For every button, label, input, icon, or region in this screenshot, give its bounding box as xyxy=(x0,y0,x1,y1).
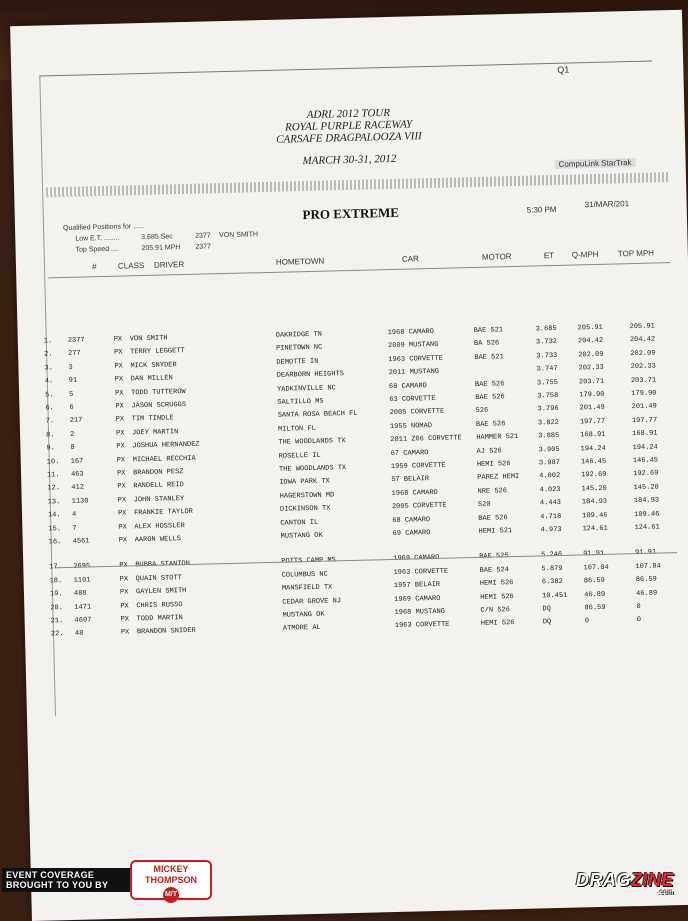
row-driver: TODD TUTTEROW xyxy=(130,387,186,397)
row-car: 1968 CAMARO xyxy=(391,488,438,498)
row-qmph: 107.84 xyxy=(583,563,609,573)
row-class: PX xyxy=(116,442,125,451)
row-qmph: 0 xyxy=(584,617,590,626)
row-car: 1955 NOMAD xyxy=(389,421,433,431)
row-motor: AJ 526 xyxy=(476,446,502,456)
row-qmph: 86.59 xyxy=(583,577,605,586)
row-driver: CHRIS RUSSO xyxy=(136,600,183,610)
col-topmph: TOP MPH xyxy=(617,248,655,259)
row-car-number: 167 xyxy=(70,457,84,466)
row-position: 2. xyxy=(44,350,53,359)
top-speed-car: 2377 xyxy=(195,243,212,251)
row-qmph: 203.71 xyxy=(578,377,605,387)
row-car: 68 CAMARO xyxy=(392,515,431,525)
row-class: PX xyxy=(118,536,128,545)
row-et: DQ xyxy=(542,605,552,614)
row-qmph: 145.20 xyxy=(581,484,607,494)
class-title: PRO EXTREME xyxy=(302,204,400,223)
top-speed-value: 205.91 MPH xyxy=(141,244,181,253)
row-position: 8. xyxy=(46,431,55,440)
row-et: 3.796 xyxy=(537,405,559,414)
row-class: PX xyxy=(115,415,125,425)
col-car: CAR xyxy=(401,254,419,264)
row-et: 4.023 xyxy=(539,485,561,495)
row-car-number: 488 xyxy=(73,589,87,599)
row-hometown: MANSFIELD TX xyxy=(281,583,333,593)
results-sheet xyxy=(10,10,688,921)
row-car: 1957 BELAIR xyxy=(393,581,441,591)
row-position: 17. xyxy=(49,563,63,572)
row-position: 1. xyxy=(43,337,53,346)
event-coverage-banner xyxy=(0,858,218,902)
row-position: 22. xyxy=(50,630,64,639)
row-car-number: 91 xyxy=(68,376,78,386)
row-top-mph: 202.33 xyxy=(630,362,656,372)
row-car: 1968 MUSTANG xyxy=(394,607,446,617)
row-class: PX xyxy=(114,375,124,384)
brand-drag: DRAG xyxy=(575,870,631,890)
row-class: PX xyxy=(117,482,126,492)
row-position: 13. xyxy=(47,497,61,507)
row-driver: QUAIN STOTT xyxy=(135,573,182,584)
row-car: 1963 CORVETTE xyxy=(393,567,449,577)
row-position: 5. xyxy=(45,390,54,400)
row-top-mph: 109.46 xyxy=(634,510,660,519)
row-top-mph: 202.09 xyxy=(630,349,656,358)
row-qmph: 197.77 xyxy=(579,417,606,427)
row-driver: JOEY MARTIN xyxy=(131,428,179,438)
row-driver: ALEX HOSSLER xyxy=(134,521,185,531)
row-qmph: 168.91 xyxy=(580,430,606,440)
row-car-number: 48 xyxy=(74,629,84,639)
row-qmph: 109.46 xyxy=(582,511,608,520)
row-driver: VON SMITH xyxy=(129,334,168,344)
row-et: 3.747 xyxy=(536,365,558,374)
event-track: ROYAL PURPLE RACEWAY xyxy=(284,118,413,134)
row-driver: BRANDON SNIDER xyxy=(136,627,196,637)
row-position: 15. xyxy=(48,524,62,534)
row-class: PX xyxy=(114,362,123,371)
row-et: 3.987 xyxy=(538,458,561,468)
row-hometown: SANTA ROSA BEACH FL xyxy=(277,410,358,421)
corner-mark: Q1 xyxy=(557,64,570,75)
row-car-number: 4607 xyxy=(74,616,92,625)
row-driver: RANDELL REID xyxy=(133,481,184,491)
row-qmph: 46.89 xyxy=(584,590,606,599)
row-top-mph: 0 xyxy=(636,616,642,625)
row-et: 4.718 xyxy=(540,512,562,521)
row-et: DQ xyxy=(542,618,552,627)
row-et: 4.002 xyxy=(539,472,561,481)
sponsor-badge-icon: M/T xyxy=(163,887,179,903)
row-class: PX xyxy=(120,628,130,638)
row-position: 3. xyxy=(44,364,53,373)
row-motor: 526 xyxy=(475,407,489,416)
row-car: 68 CAMARO xyxy=(388,381,427,391)
row-motor: BAE 526 xyxy=(475,393,505,402)
brand-zine: ZINE xyxy=(630,870,674,890)
row-top-mph: 145.20 xyxy=(633,483,659,492)
mickey-thompson-logo xyxy=(130,860,212,900)
row-qmph: 91.91 xyxy=(583,550,605,559)
row-hometown: COLUMBUS NC xyxy=(281,570,328,580)
row-qmph: 86.59 xyxy=(584,603,606,613)
row-hometown: YADKINVILLE NC xyxy=(276,383,336,394)
row-hometown: SALTILLO MS xyxy=(277,397,324,407)
col-et: ET xyxy=(543,250,555,261)
row-motor: HAMMER 521 xyxy=(476,433,519,443)
row-et: 3.822 xyxy=(537,418,560,428)
row-class: PX xyxy=(119,561,128,571)
row-driver: JOSHUA HERNANDEZ xyxy=(132,440,200,451)
row-position: 4. xyxy=(44,377,54,386)
row-top-mph: 0 xyxy=(636,602,641,612)
row-position: 18. xyxy=(49,576,63,586)
row-motor: BAE 526 xyxy=(474,379,505,389)
row-motor: HEMI 526 xyxy=(480,619,515,629)
row-position: 19. xyxy=(49,590,63,599)
low-et-driver: VON SMITH xyxy=(219,231,259,240)
row-class: PX xyxy=(119,588,129,597)
event-tour: ADRL 2012 TOUR xyxy=(306,106,391,121)
row-et: 3.733 xyxy=(536,351,558,361)
row-hometown: PINETOWN NC xyxy=(275,344,323,354)
row-car: 2005 CORVETTE xyxy=(391,501,447,512)
row-car-number: 8 xyxy=(70,443,75,453)
row-position: 11. xyxy=(46,471,60,480)
row-class: PX xyxy=(117,509,127,518)
row-top-mph: 46.89 xyxy=(636,589,658,598)
row-car: 67 CAMARO xyxy=(390,448,429,458)
row-car-number: 412 xyxy=(71,483,85,493)
col-class: CLASS xyxy=(117,261,145,271)
row-class: PX xyxy=(115,389,124,398)
row-driver: TERRY LEGGETT xyxy=(130,347,185,357)
row-hometown: DEARBORN HEIGHTS xyxy=(276,370,345,380)
row-qmph: 202.33 xyxy=(578,363,604,373)
row-hometown: DICKINSON TX xyxy=(279,504,331,514)
row-driver: TIM TINDLE xyxy=(131,414,174,424)
row-car: 1969 CAMARO xyxy=(393,554,440,564)
row-driver: DAN MILLEN xyxy=(130,374,173,384)
row-et: 3.685 xyxy=(535,324,557,334)
row-et: 10.451 xyxy=(542,591,568,600)
row-top-mph: 107.84 xyxy=(635,562,661,571)
row-driver: MICHAEL RECCHIA xyxy=(132,454,196,464)
col-motor: MOTOR xyxy=(481,252,512,262)
row-car-number: 4561 xyxy=(72,537,90,546)
row-qmph: 184.93 xyxy=(581,497,608,507)
row-motor: HEMI 521 xyxy=(478,527,513,536)
row-motor: C/N 526 xyxy=(480,606,511,615)
event-coverage-line1: EVENT COVERAGE xyxy=(6,870,95,880)
row-qmph: 201.49 xyxy=(579,404,605,413)
row-et: 5.246 xyxy=(541,551,563,560)
row-hometown: ROSELLE IL xyxy=(278,451,321,461)
row-hometown: MILTON FL xyxy=(277,424,316,434)
row-car-number: 2695 xyxy=(73,562,91,572)
row-et: 4.973 xyxy=(540,525,562,535)
row-car-number: 4 xyxy=(71,510,77,520)
row-position: 6. xyxy=(45,404,54,413)
row-et: 3.885 xyxy=(538,432,560,441)
row-et: 3.758 xyxy=(537,391,559,401)
row-driver: BRANDON PESZ xyxy=(132,468,184,478)
col-driver: DRIVER xyxy=(153,260,185,270)
low-et-label: Low E.T. ........ xyxy=(75,234,120,243)
row-qmph: 205.91 xyxy=(577,323,603,333)
row-qmph: 194.24 xyxy=(580,444,606,453)
report-date: 31/MAR/201 xyxy=(584,199,630,210)
row-top-mph: 86.59 xyxy=(635,575,657,585)
row-driver: AARON WELLS xyxy=(134,535,182,545)
row-driver: GAYLEN SMITH xyxy=(135,587,187,597)
row-top-mph: 194.24 xyxy=(632,443,658,452)
dragzine-logo xyxy=(575,870,674,896)
row-hometown: OAKRIDGE TN xyxy=(275,330,323,340)
row-class: PX xyxy=(120,615,130,624)
row-motor: BA 526 xyxy=(473,339,500,349)
row-motor: BAE 524 xyxy=(479,565,510,575)
row-et: 3.905 xyxy=(538,445,560,455)
row-top-mph: 205.91 xyxy=(629,322,655,332)
row-driver: TODD MARTIN xyxy=(136,614,183,624)
row-hometown: HAGERSTOWN MD xyxy=(279,491,335,501)
row-hometown: POTTS CAMP MS xyxy=(281,556,336,567)
row-motor: BAE 526 xyxy=(478,513,508,523)
row-et: 5.879 xyxy=(541,564,563,574)
row-position: 16. xyxy=(48,538,62,547)
row-car-number: 2 xyxy=(69,430,75,439)
summary-label: Qualified Positions for ...... xyxy=(62,222,145,232)
row-car: 1969 CAMARO xyxy=(394,594,441,604)
report-time: 5:30 PM xyxy=(526,204,557,215)
row-driver: FRANKIE TAYLOR xyxy=(133,508,193,518)
row-top-mph: 91.91 xyxy=(635,548,657,558)
row-car: 2009 MUSTANG xyxy=(387,341,439,351)
row-driver: MICK SNYDER xyxy=(130,361,177,371)
row-qmph: 124.61 xyxy=(582,524,608,534)
row-position: 9. xyxy=(46,444,55,453)
row-class: PX xyxy=(119,575,129,584)
row-car-number: 217 xyxy=(69,416,83,426)
row-car: 1963 CORVETTE xyxy=(388,354,444,364)
row-car-number: 6 xyxy=(69,403,74,412)
row-qmph: 179.90 xyxy=(579,390,605,400)
row-motor: PAREZ HEMI xyxy=(477,473,520,483)
row-top-mph: 168.91 xyxy=(632,429,658,439)
row-hometown: MUSTANG OK xyxy=(280,531,323,541)
row-motor: 520 xyxy=(477,500,491,510)
row-driver: JASON SCRUGGS xyxy=(131,401,187,411)
row-qmph: 204.42 xyxy=(577,337,604,346)
row-hometown: MUSTANG OK xyxy=(282,610,325,620)
row-hometown: CEDAR GROVE NJ xyxy=(282,596,342,607)
row-position: 20. xyxy=(50,603,64,612)
row-car: 69 CAMARO xyxy=(392,529,431,539)
row-motor: BAE 526 xyxy=(475,420,506,429)
low-et-car: 2377 xyxy=(195,232,211,240)
col-qmph: Q-MPH xyxy=(571,249,599,260)
row-motor: BAE 521 xyxy=(473,326,504,335)
row-top-mph: 197.77 xyxy=(631,416,658,425)
row-car-number: 2377 xyxy=(67,336,85,345)
event-name: CARSAFE DRAGPALOOZA VIII xyxy=(275,130,422,146)
row-class: PX xyxy=(115,429,125,438)
row-class: PX xyxy=(113,335,123,344)
row-class: PX xyxy=(115,402,124,411)
row-hometown: THE WOODLANDS TX xyxy=(278,464,347,474)
row-car-number: 1130 xyxy=(71,497,89,506)
row-hometown: CANTON IL xyxy=(280,518,319,528)
row-motor: BAE 521 xyxy=(474,353,504,362)
row-position: 12. xyxy=(47,484,61,493)
row-top-mph: 204.42 xyxy=(629,335,656,345)
row-car-number: 463 xyxy=(70,470,84,479)
row-class: PX xyxy=(120,602,129,611)
row-car: 57 BELAIR xyxy=(391,475,430,485)
row-top-mph: 124.61 xyxy=(634,523,660,533)
row-class: PX xyxy=(116,456,126,465)
row-motor: HEMI 526 xyxy=(480,592,514,602)
row-qmph: 202.09 xyxy=(578,350,604,360)
top-speed-label: Top Speed .... xyxy=(75,245,119,254)
row-driver: JOHN STANLEY xyxy=(133,494,185,505)
row-car-number: 1101 xyxy=(73,576,91,585)
row-motor: HEMI 526 xyxy=(476,460,511,469)
row-driver: BUBBA STANTON xyxy=(135,560,191,570)
row-car-number: 1471 xyxy=(74,602,92,612)
row-car-number: 7 xyxy=(72,524,77,533)
row-class: PX xyxy=(114,348,123,358)
row-qmph: 192.69 xyxy=(581,471,607,480)
row-car: 1968 CAMARO xyxy=(387,327,435,338)
row-car-number: 3 xyxy=(68,363,73,372)
row-hometown: ATMORE AL xyxy=(282,624,321,634)
row-top-mph: 203.71 xyxy=(630,376,657,385)
row-hometown: THE WOODLANDS TX xyxy=(278,437,346,447)
row-car: 1959 CORVETTE xyxy=(390,461,446,472)
row-et: 3.732 xyxy=(535,338,558,347)
row-motor: BAE 525 xyxy=(479,552,509,562)
row-et: 4.443 xyxy=(539,499,562,508)
row-motor: HEMI 526 xyxy=(479,579,514,589)
row-hometown: DEMOTTE IN xyxy=(276,357,319,367)
col-num: # xyxy=(91,262,97,272)
row-top-mph: 179.90 xyxy=(631,389,657,399)
row-car-number: 5 xyxy=(69,390,74,399)
timing-system-label: CompuLink StarTrak xyxy=(554,158,635,169)
col-hometown: HOMETOWN xyxy=(275,256,325,267)
row-position: 10. xyxy=(46,457,60,467)
row-class: PX xyxy=(116,469,126,478)
row-car: 2011 Z06 CORVETTE xyxy=(390,434,462,445)
event-coverage-line2: BROUGHT TO YOU BY xyxy=(6,880,109,890)
row-top-mph: 146.45 xyxy=(632,456,659,466)
row-car: 63 CORVETTE xyxy=(389,394,436,405)
row-hometown: IOWA PARK TX xyxy=(279,477,330,488)
row-et: 6.382 xyxy=(541,578,563,587)
row-position: 21. xyxy=(50,617,64,626)
row-car: 2011 MUSTANG xyxy=(388,368,440,378)
sponsor-logo-text: MICKEY THOMPSON xyxy=(144,864,197,885)
row-top-mph: 192.69 xyxy=(633,469,659,479)
row-car-number: 277 xyxy=(68,349,81,359)
row-car: 2005 CORVETTE xyxy=(389,408,445,418)
low-et-value: 3.685 Sec xyxy=(141,233,173,242)
event-coverage-text xyxy=(2,868,140,892)
row-qmph: 146.45 xyxy=(580,457,607,467)
brand-com: .com xyxy=(657,890,674,896)
row-position: 14. xyxy=(47,511,61,520)
row-class: PX xyxy=(117,496,127,505)
row-top-mph: 201.49 xyxy=(631,402,657,412)
event-dates: MARCH 30-31, 2012 xyxy=(302,152,397,168)
row-class: PX xyxy=(118,523,127,532)
row-car: 1963 CORVETTE xyxy=(394,621,450,631)
row-et: 3.755 xyxy=(536,378,559,388)
row-motor: NRE 526 xyxy=(477,487,508,496)
row-top-mph: 184.93 xyxy=(633,496,660,506)
row-position: 7. xyxy=(45,417,55,426)
